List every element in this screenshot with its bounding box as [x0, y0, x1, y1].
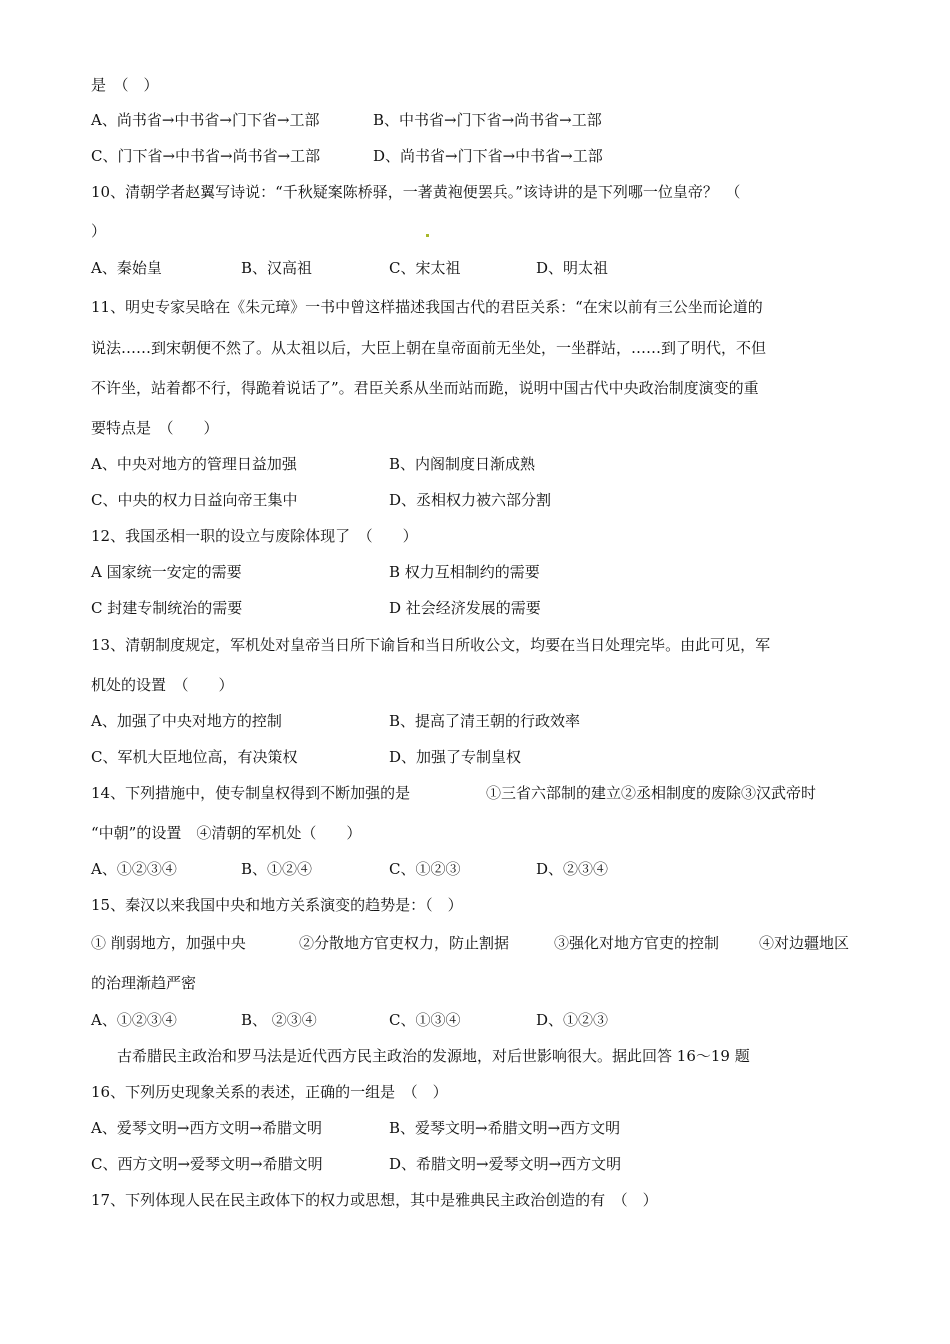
- q16-option-d: D、希腊文明→爱琴文明→西方文明: [389, 1155, 622, 1173]
- question-14-line-2: “中朝”的设置 ④清朝的军机处（ ）: [91, 824, 362, 842]
- q12-option-b: B 权力互相制约的需要: [389, 563, 540, 581]
- q9-option-b: B、中书省→门下省→尚书省→工部: [373, 111, 602, 129]
- q14-option-c: C、①②③: [389, 860, 461, 878]
- q13-option-b: B、提高了清王朝的行政效率: [389, 712, 581, 730]
- question-11-line-4: 要特点是 （ ）: [91, 419, 219, 437]
- q15-option-b: B、 ②③④: [241, 1011, 317, 1029]
- q11-option-a: A、中央对地方的管理日益加强: [91, 455, 297, 473]
- question-11-line-3: 不许坐，站着都不行，得跪着说话了”。君臣关系从坐而站而跪，说明中国古代中央政治制度演变的重: [91, 379, 759, 397]
- q12-option-c: C 封建专制统治的需要: [91, 599, 243, 617]
- question-10-line-2: ）: [91, 222, 107, 240]
- q15-item-3: ③强化对地方官吏的控制: [554, 934, 720, 952]
- question-13-line-1: 13、清朝制度规定，军机处对皇帝当日所下谕旨和当日所收公文，均要在当日处理完毕。由此可见，军: [91, 636, 771, 654]
- q13-option-c: C、军机大臣地位高，有决策权: [91, 748, 298, 766]
- question-13-line-2: 机处的设置 （ ）: [91, 676, 234, 694]
- q14-option-a: A、①②③④: [91, 860, 177, 878]
- q14-option-d: D、②③④: [536, 860, 609, 878]
- question-17: 17、下列体现人民在民主政体下的权力或思想，其中是雅典民主政治创造的有 （ ）: [91, 1191, 658, 1209]
- q13-option-a: A、加强了中央对地方的控制: [91, 712, 282, 730]
- section-intro: 古希腊民主政治和罗马法是近代西方民主政治的发源地，对后世影响很大。据此回答 16～19 题: [117, 1047, 750, 1065]
- q11-option-c: C、中央的权力日益向帝王集中: [91, 491, 298, 509]
- question-15-line-1: 15、秦汉以来我国中央和地方关系演变的趋势是：（ ）: [91, 896, 463, 914]
- question-16: 16、下列历史现象关系的表述，正确的一组是 （ ）: [91, 1083, 448, 1101]
- question-11-line-2: 说法……到宋朝便不然了。从太祖以后，大臣上朝在皇帝面前无坐处，一坐群站，……到了明代，不但: [91, 339, 767, 357]
- q9-option-c: C、门下省→中书省→尚书省→工部: [91, 147, 321, 165]
- q16-option-b: B、爱琴文明→希腊文明→西方文明: [389, 1119, 621, 1137]
- q9-option-a: A、尚书省→中书省→门下省→工部: [91, 111, 320, 129]
- q9-option-d: D、尚书省→门下省→中书省→工部: [373, 147, 603, 165]
- q11-option-b: B、内阁制度日渐成熟: [389, 455, 536, 473]
- q15-option-c: C、①③④: [389, 1011, 461, 1029]
- q10-option-a: A、秦始皇: [91, 259, 162, 277]
- question-12: 12、我国丞相一职的设立与废除体现了 （ ）: [91, 527, 418, 545]
- q13-option-d: D、加强了专制皇权: [389, 748, 522, 766]
- question-14-line-1a: 14、下列措施中，使专制皇权得到不断加强的是: [91, 784, 411, 802]
- question-11-line-1: 11、明史专家吴晗在《朱元璋》一书中曾这样描述我国古代的君臣关系：“在宋以前有三公坐而论道的: [91, 298, 763, 316]
- question-10-line-1: 10、清朝学者赵翼写诗说：“千秋疑案陈桥驿，一著黄袍便罢兵。”该诗讲的是下列哪一位皇帝？ （: [91, 183, 741, 201]
- q10-option-c: C、宋太祖: [389, 259, 461, 277]
- q16-option-c: C、西方文明→爱琴文明→希腊文明: [91, 1155, 323, 1173]
- question-14-line-1b: ①三省六部制的建立②丞相制度的废除③汉武帝时: [486, 784, 817, 802]
- question-15-line-3: 的治理渐趋严密: [91, 974, 197, 992]
- q15-option-d: D、①②③: [536, 1011, 609, 1029]
- q12-option-d: D 社会经济发展的需要: [389, 599, 541, 617]
- q14-option-b: B、①②④: [241, 860, 313, 878]
- q15-item-1: ① 削弱地方，加强中央: [91, 934, 246, 952]
- question-9-tail: 是 （ ）: [91, 76, 159, 94]
- q11-option-d: D、丞相权力被六部分割: [389, 491, 552, 509]
- q15-item-2: ②分散地方官吏权力，防止割据: [299, 934, 510, 952]
- q10-option-b: B、汉高祖: [241, 259, 313, 277]
- q16-option-a: A、爱琴文明→西方文明→希腊文明: [91, 1119, 322, 1137]
- stray-mark: [426, 234, 429, 237]
- q15-item-4: ④对边疆地区: [759, 934, 850, 952]
- q15-option-a: A、①②③④: [91, 1011, 177, 1029]
- q12-option-a: A 国家统一安定的需要: [91, 563, 242, 581]
- q10-option-d: D、明太祖: [536, 259, 609, 277]
